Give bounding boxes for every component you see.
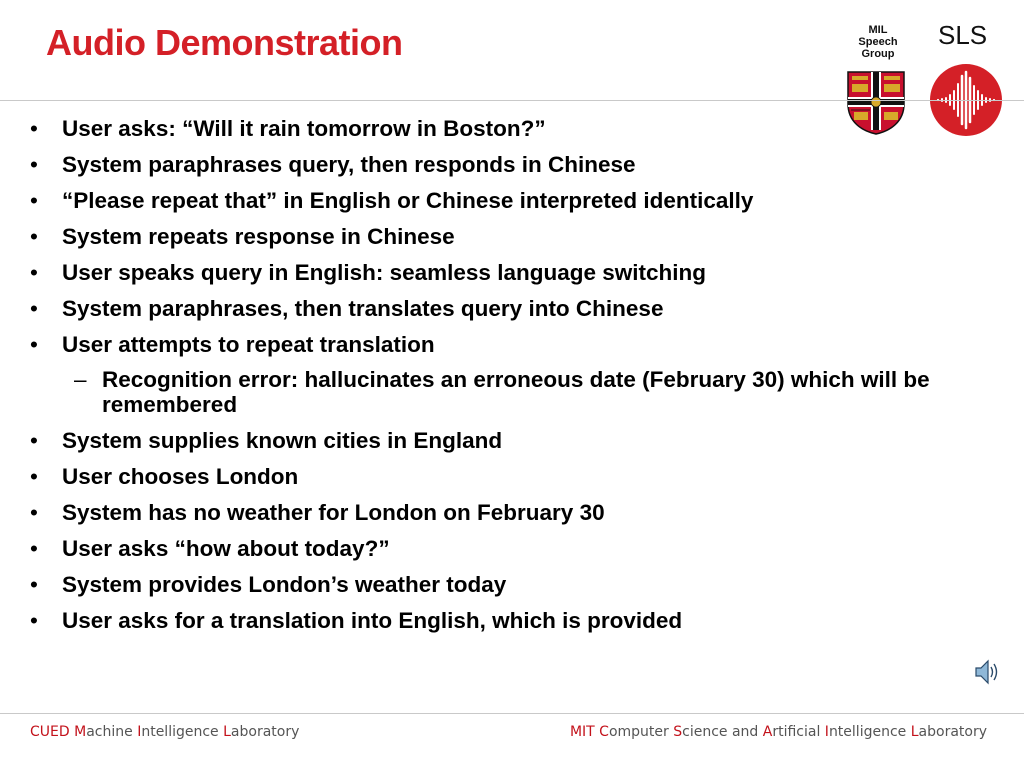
bullet-marker: • [30, 152, 38, 177]
footer-mit-lab: MIT Computer Science and Artificial Intelligence Laboratory [569, 724, 987, 740]
bullet-marker: • [30, 608, 38, 633]
bullet-marker: • [30, 464, 38, 489]
bullet-marker: • [30, 260, 38, 285]
list-item: • User attempts to repeat translation – Recognition error: hallucinates an erroneous date (February 30) which will be remembered [30, 332, 930, 417]
bullet-marker: • [30, 500, 38, 525]
list-item: • User speaks query in English: seamless language switching [30, 260, 706, 285]
sls-label: SLS [938, 20, 988, 50]
list-item: • System has no weather for London on February 30 [30, 500, 605, 525]
bullet-marker: • [30, 188, 38, 213]
list-item: • User asks: “Will it rain tomorrow in Boston?” [30, 116, 546, 141]
bullet-marker: • [30, 428, 38, 453]
mil-speech-group-label: MIL Speech Group [858, 24, 898, 60]
dash-marker: – [74, 367, 87, 392]
header-divider [0, 100, 1024, 101]
list-item: • System provides London’s weather today [30, 572, 507, 597]
bullet-marker: • [30, 296, 38, 321]
bullet-marker: • [30, 116, 38, 141]
sub-bullet-list [62, 367, 930, 417]
list-item: • User asks “how about today?” [30, 536, 390, 561]
bullet-marker: • [30, 224, 38, 249]
list-item: • System repeats response in Chinese [30, 224, 455, 249]
footer-divider [0, 713, 1024, 714]
bullet-marker: • [30, 572, 38, 597]
speaker-icon[interactable] [974, 656, 1000, 688]
bullet-marker: • [30, 536, 38, 561]
list-item: • User chooses London [30, 464, 299, 489]
slide-title: Audio Demonstration [46, 22, 403, 63]
list-item: • User asks for a translation into English, which is provided [30, 608, 683, 633]
bullet-list [30, 116, 930, 644]
list-item: • “Please repeat that” in English or Chinese interpreted identically [30, 188, 754, 213]
sub-list-item: – Recognition error: hallucinates an erroneous date (February 30) which will be remembered [74, 367, 930, 417]
list-item: • System paraphrases query, then responds in Chinese [30, 152, 636, 177]
list-item: • System paraphrases, then translates query into Chinese [30, 296, 664, 321]
bullet-marker: • [30, 332, 38, 357]
footer-cued-lab: CUED Machine Intelligence Laboratory [30, 724, 300, 740]
list-item: • System supplies known cities in England [30, 428, 503, 453]
